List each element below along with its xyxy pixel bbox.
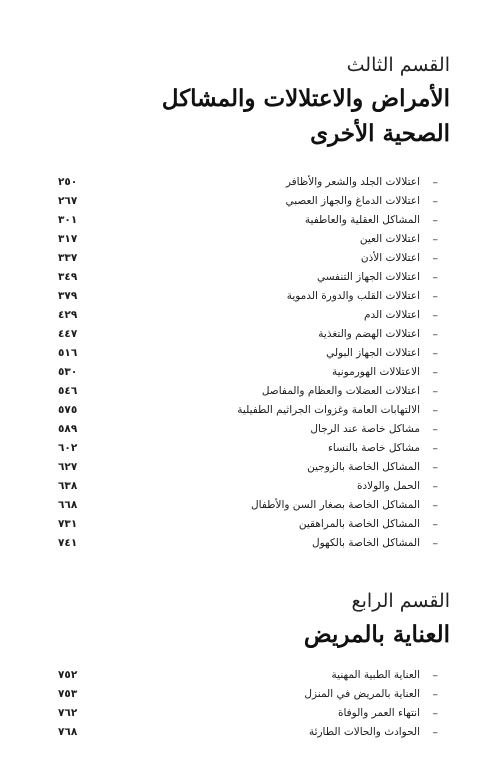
toc-entry-label: اعتلالات القلب والدورة الدموية xyxy=(286,290,420,302)
toc-entry xyxy=(58,420,438,439)
section-4-toc xyxy=(58,666,438,742)
toc-entry-page-number: ٣٣٧ xyxy=(58,252,78,264)
toc-entry-dash: – xyxy=(432,461,438,474)
toc-entry xyxy=(58,704,438,723)
section-3-toc xyxy=(58,173,438,553)
toc-entry xyxy=(58,477,438,496)
toc-entry xyxy=(58,515,438,534)
toc-entry-page-number: ٥٤٦ xyxy=(58,385,78,397)
toc-entry-dash: – xyxy=(432,195,438,208)
toc-entry-dash: – xyxy=(432,480,438,493)
toc-entry-label: العناية الطبية المهنية xyxy=(331,669,420,681)
toc-entry xyxy=(58,306,438,325)
section-3-title-line-2: الصحية الأخرى xyxy=(310,120,450,147)
section-3-title-line-1: الأمراض والاعتلالات والمشاكل xyxy=(161,85,450,112)
toc-entry-dash: – xyxy=(432,404,438,417)
toc-entry-label: اعتلالات الدماغ والجهاز العصبي xyxy=(285,195,420,207)
toc-entry-dash: – xyxy=(432,176,438,189)
toc-entry xyxy=(58,401,438,420)
toc-entry-dash: – xyxy=(432,309,438,322)
toc-entry-label: المشاكل الخاصة بالمراهقين xyxy=(298,518,420,530)
section-3-label: القسم الثالث xyxy=(346,54,450,76)
toc-entry-label: المشاكل الخاصة بالزوجين xyxy=(307,461,420,473)
toc-entry-dash: – xyxy=(432,423,438,436)
toc-entry xyxy=(58,287,438,306)
toc-entry-dash: – xyxy=(432,347,438,360)
toc-entry xyxy=(58,211,438,230)
toc-entry xyxy=(58,666,438,685)
toc-entry-dash: – xyxy=(432,233,438,246)
toc-entry-page-number: ٦٦٨ xyxy=(58,499,78,511)
toc-entry-dash: – xyxy=(432,271,438,284)
toc-entry-page-number: ٧٦٢ xyxy=(58,707,78,719)
toc-entry-label: اعتلالات الجلد والشعر والأظافر xyxy=(285,176,420,188)
toc-entry-dash: – xyxy=(432,518,438,531)
toc-entry-page-number: ٥١٦ xyxy=(58,347,78,359)
toc-entry-page-number: ٦٣٨ xyxy=(58,480,78,492)
toc-entry-dash: – xyxy=(432,499,438,512)
toc-entry-dash: – xyxy=(432,442,438,455)
toc-entry xyxy=(58,685,438,704)
toc-entry-dash: – xyxy=(432,328,438,341)
toc-entry-dash: – xyxy=(432,385,438,398)
toc-entry-label: المشاكل الخاصة بالكهول xyxy=(311,537,420,549)
toc-entry-label: اعتلالات الجهاز البولي xyxy=(326,347,420,359)
toc-entry-label: الحمل والولادة xyxy=(356,480,420,492)
toc-entry-page-number: ٥٨٩ xyxy=(58,423,78,435)
toc-entry xyxy=(58,192,438,211)
toc-entry-dash: – xyxy=(432,252,438,265)
toc-entry-page-number: ٧٦٨ xyxy=(58,726,78,738)
toc-entry-label: الاعتلالات الهورمونية xyxy=(331,366,420,378)
toc-entry-label: انتهاء العمر والوفاة xyxy=(337,707,420,719)
toc-entry-dash: – xyxy=(432,707,438,720)
section-4-title: العناية بالمريض xyxy=(303,621,450,648)
toc-entry xyxy=(58,496,438,515)
section-4-label: القسم الرابع xyxy=(351,590,450,612)
toc-entry-page-number: ٢٥٠ xyxy=(58,176,78,188)
toc-entry-page-number: ٧٣١ xyxy=(58,518,78,530)
toc-entry xyxy=(58,458,438,477)
toc-entry-dash: – xyxy=(432,537,438,550)
toc-entry-label: اعتلالات الجهاز التنفسي xyxy=(316,271,420,283)
toc-entry-label: المشاكل العقلية والعاطفية xyxy=(304,214,420,226)
toc-entry-dash: – xyxy=(432,669,438,682)
toc-entry xyxy=(58,534,438,553)
toc-entry-label: مشاكل خاصة عند الرجال xyxy=(310,423,420,435)
toc-entry-page-number: ٢٦٧ xyxy=(58,195,78,207)
toc-entry-page-number: ٣٠١ xyxy=(58,214,78,226)
toc-entry-page-number: ٧٤١ xyxy=(58,537,78,549)
toc-entry-label: اعتلالات الدم xyxy=(364,309,420,321)
toc-entry-page-number: ٤٤٧ xyxy=(58,328,78,340)
toc-entry-label: المشاكل الخاصة بصغار السن والأطفال xyxy=(250,499,420,511)
toc-entry-page-number: ٧٥٣ xyxy=(58,688,78,700)
toc-entry xyxy=(58,268,438,287)
toc-entry-label: العناية بالمريض في المنزل xyxy=(304,688,420,700)
toc-entry-dash: – xyxy=(432,366,438,379)
toc-entry-page-number: ٣١٧ xyxy=(58,233,78,245)
toc-entry xyxy=(58,382,438,401)
toc-entry-label: اعتلالات الأذن xyxy=(360,252,420,264)
toc-entry-dash: – xyxy=(432,290,438,303)
toc-entry-dash: – xyxy=(432,726,438,739)
toc-entry xyxy=(58,173,438,192)
toc-entry-page-number: ٣٧٩ xyxy=(58,290,78,302)
toc-entry-page-number: ٦٢٧ xyxy=(58,461,78,473)
toc-entry-page-number: ٥٧٥ xyxy=(58,404,78,416)
toc-entry xyxy=(58,363,438,382)
toc-entry-page-number: ٤٢٩ xyxy=(58,309,78,321)
toc-entry-label: اعتلالات العين xyxy=(359,233,420,245)
toc-entry-label: اعتلالات العضلات والعظام والمفاصل xyxy=(261,385,420,397)
toc-entry-dash: – xyxy=(432,688,438,701)
toc-entry xyxy=(58,325,438,344)
toc-entry-page-number: ٦٠٢ xyxy=(58,442,78,454)
toc-entry xyxy=(58,439,438,458)
toc-entry xyxy=(58,230,438,249)
toc-entry-label: اعتلالات الهضم والتغذية xyxy=(318,328,420,340)
toc-entry-label: مشاكل خاصة بالنساء xyxy=(327,442,420,454)
toc-entry-label: الالتهابات العامة وغزوات الجراثيم الطفيلية xyxy=(237,404,420,416)
toc-entry-page-number: ٧٥٢ xyxy=(58,669,78,681)
toc-entry xyxy=(58,723,438,742)
toc-entry xyxy=(58,344,438,363)
toc-entry xyxy=(58,249,438,268)
toc-entry-page-number: ٥٣٠ xyxy=(58,366,78,378)
toc-entry-label: الحوادث والحالات الطارئة xyxy=(308,726,420,738)
toc-entry-page-number: ٣٤٩ xyxy=(58,271,78,283)
toc-entry-dash: – xyxy=(432,214,438,227)
